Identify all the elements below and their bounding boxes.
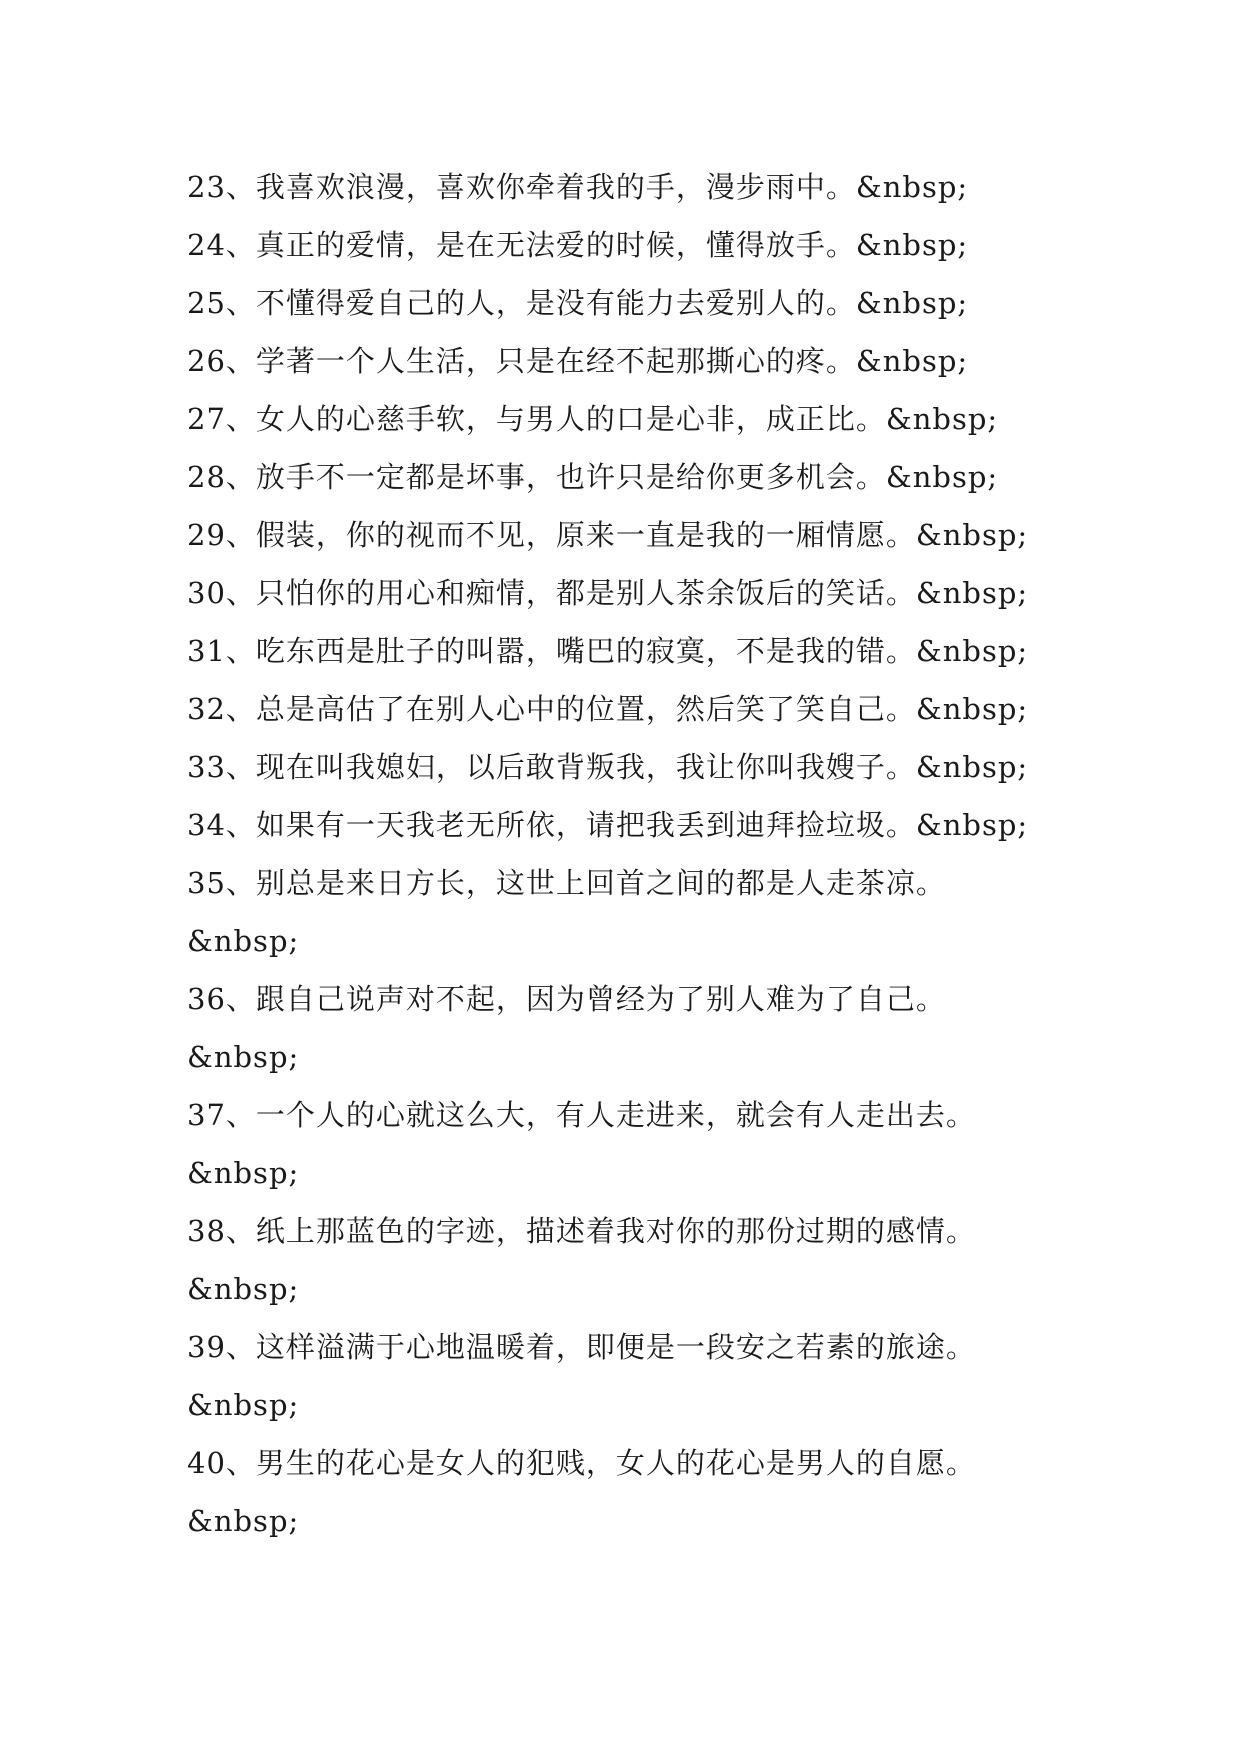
text-line: 38、纸上那蓝色的字迹，描述着我对你的那份过期的感情。 (187, 1214, 976, 1248)
text-line: &nbsp; (187, 1272, 300, 1306)
text-line: 32、总是高估了在别人心中的位置，然后笑了笑自己。&nbsp; (187, 692, 1029, 726)
text-line: 39、这样溢满于心地温暖着，即便是一段安之若素的旅途。 (187, 1330, 976, 1364)
document-body (187, 158, 1087, 1550)
text-line: 23、我喜欢浪漫，喜欢你牵着我的手，漫步雨中。&nbsp; (187, 170, 969, 204)
text-line: 31、吃东西是肚子的叫嚣，嘴巴的寂寞，不是我的错。&nbsp; (187, 634, 1029, 668)
text-line: 28、放手不一定都是坏事，也许只是给你更多机会。&nbsp; (187, 460, 999, 494)
text-line: 33、现在叫我媳妇，以后敢背叛我，我让你叫我嫂子。&nbsp; (187, 750, 1029, 784)
text-line: 24、真正的爱情，是在无法爱的时候，懂得放手。&nbsp; (187, 228, 969, 262)
text-line: 27、女人的心慈手软，与男人的口是心非，成正比。&nbsp; (187, 402, 999, 436)
text-line: &nbsp; (187, 1388, 300, 1422)
text-line: 34、如果有一天我老无所依，请把我丢到迪拜捡垃圾。&nbsp; (187, 808, 1029, 842)
text-line: &nbsp; (187, 1156, 300, 1190)
text-line: 37、一个人的心就这么大，有人走进来，就会有人走出去。 (187, 1098, 976, 1132)
text-line: &nbsp; (187, 1040, 300, 1074)
text-line: &nbsp; (187, 1504, 300, 1538)
text-line: 35、别总是来日方长，这世上回首之间的都是人走茶凉。 (187, 866, 946, 900)
text-line: 29、假装，你的视而不见，原来一直是我的一厢情愿。&nbsp; (187, 518, 1029, 552)
text-line: &nbsp; (187, 924, 300, 958)
text-line: 26、学著一个人生活，只是在经不起那撕心的疼。&nbsp; (187, 344, 969, 378)
text-line: 25、不懂得爱自己的人，是没有能力去爱别人的。&nbsp; (187, 286, 969, 320)
text-line: 36、跟自己说声对不起，因为曾经为了别人难为了自己。 (187, 982, 946, 1016)
text-line: 30、只怕你的用心和痴情，都是别人茶余饭后的笑话。&nbsp; (187, 576, 1029, 610)
text-line: 40、男生的花心是女人的犯贱，女人的花心是男人的自愿。 (187, 1446, 976, 1480)
